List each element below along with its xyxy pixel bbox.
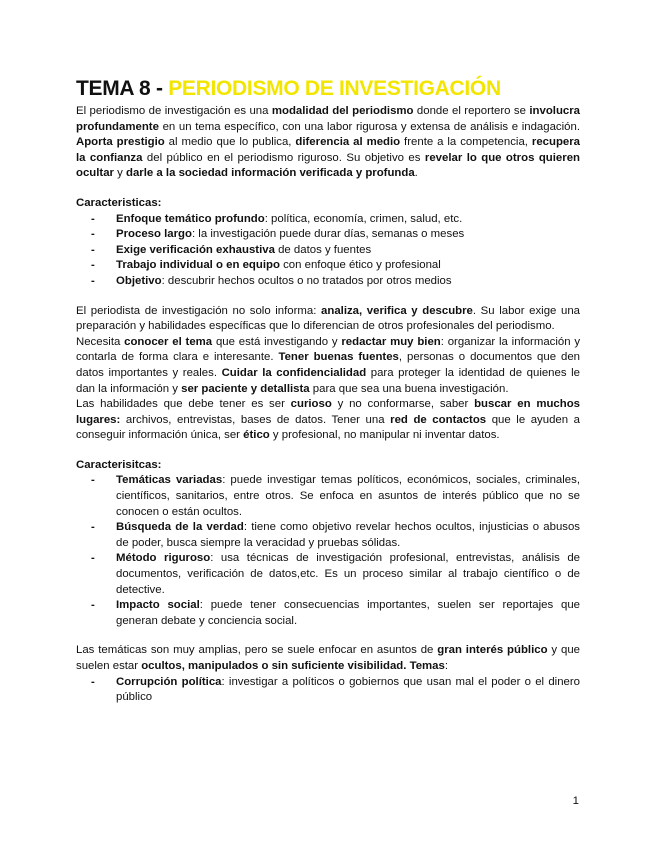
bold-text: Corrupción política [116,675,222,688]
bold-text: analiza, verifica y descubre [321,304,473,317]
list-item [76,473,580,520]
bold-text: Exige verificación exhaustiva [116,243,275,256]
text-run: : usa técnicas de investigación profesional, entrevistas, análisis de documentos, verificación de datos,etc. Es un proceso similar al trabajo científico o de detective. [116,552,580,596]
tematicas-paragraph [76,643,580,674]
temas-list [76,675,580,706]
bold-text: buscar en muchos lugares: [76,398,580,426]
text-run: que le ayuden a conseguir información única, ser [76,413,581,442]
bold-text: Búsqueda de la verdad [116,521,244,534]
periodista-paragraph [76,304,580,335]
bold-text: Impacto social [116,599,200,612]
text-run: Necesita [76,335,125,348]
section-heading-caracteristicas: Caracteristicas: [76,196,162,209]
text-run: en un tema específico, con una labor rigurosa y extensa de análisis e indagación. [158,120,580,133]
text-run: donde el reportero se [413,105,530,117]
bold-text: Objetivo [116,274,162,287]
text-run: : investigar a políticos o gobiernos que usan mal el poder o el dinero público [116,675,580,704]
text-run: El periodista de investigación no solo informa: [76,304,322,317]
text-run: para que sea una buena investigación. [309,382,509,395]
text-run: y no conformarse, saber [331,398,475,411]
bold-text: Trabajo individual o en equipo [116,259,280,272]
list-item [76,227,580,243]
list-item [76,212,580,228]
bold-text: gran interés público [437,644,548,657]
list-item [76,675,580,706]
list-item [76,274,580,290]
title-highlight: PERIODISMO DE INVESTIGACIÓN [168,77,501,100]
section-heading-caracterisitcas: Caracterisitcas: [76,458,162,471]
text-run: : puede tener consecuencias importantes, suelen ser reportajes que generan debate y conciencia social. [116,599,580,627]
text-run: : política, economía, crimen, salud, etc. [264,212,463,225]
text-run: que está investigando y [212,335,342,348]
text-run: : [444,660,448,672]
text-run: y profesional, no manipular ni inventar datos. [269,429,500,442]
bold-text: darle a la sociedad información verificada y profunda [126,167,415,180]
text-run: frente a la competencia, [400,136,532,149]
bold-text: Enfoque temático profundo [116,212,265,225]
bold-text: conocer el tema [124,335,213,348]
bold-text: ético [243,429,270,442]
text-run: archivos, entrevistas, bases de datos. Tener una [120,413,391,426]
caracteristicas-list [76,212,580,290]
page-number: 1 [572,795,579,807]
bold-text: Aporta prestigio [76,136,165,149]
text-run: para proteger la identidad de quienes le dan la información y [76,366,580,395]
bold-text: Método riguroso [116,552,211,565]
page-title [76,76,580,102]
text-run: y que suelen estar [76,644,581,672]
text-run: El periodismo de investigación es una [76,105,272,117]
bold-text: modalidad del periodismo [271,105,414,117]
bold-text: curioso [290,398,332,411]
bold-text: revelar lo que otros quieren ocultar [76,151,580,180]
text-run: con enfoque ético y profesional [279,259,441,272]
bold-text: ser paciente y detallista [181,382,310,395]
text-run: : descubrir hechos ocultos o no tratados por otros medios [161,274,452,287]
bold-text: recupera la confianza [76,136,581,164]
bold-text: Proceso largo [116,228,192,241]
necesita-paragraph [76,335,580,397]
text-run: del público en el periodismo riguroso. Su objetivo es [142,151,425,164]
text-run: : la investigación puede durar días, semanas o meses [191,228,465,241]
text-run: . Su labor exige una preparación y habilidades específicas que lo diferencian de otros profesionales del periodismo. [76,304,580,333]
bold-text: Temáticas variadas [116,474,223,487]
text-run: y [113,167,127,180]
caracterisitcas-list [76,473,580,629]
intro-paragraph [76,104,580,182]
bold-text: involucra profundamente [76,105,581,133]
text-run: Las habilidades que debe tener es ser [76,398,291,411]
list-item [76,598,580,629]
page-content [76,76,580,706]
bold-text: Tener buenas fuentes [278,351,399,364]
bold-text: redactar muy bien [341,335,441,348]
text-run: , personas o documentos que den datos importantes y reales. [76,351,580,379]
bold-text: ocultos, manipulados o sin suficiente visibilidad. Temas [141,660,445,672]
text-run: : puede investigar temas políticos, económicos, sociales, criminales, científicos, sanitarios, entre otros. Se enfoca en asuntos de interés público que no se conocen o están ocultos. [116,474,580,518]
text-run: . [414,167,418,180]
habilidades-paragraph [76,397,580,444]
text-run: Las temáticas son muy amplias, pero se suele enfocar en asuntos de [76,644,438,657]
list-item [76,551,580,598]
list-item [76,243,580,259]
bold-text: red de contactos [390,413,487,426]
text-run: : organizar la información y contarla de forma clara e interesante. [76,335,581,364]
title-prefix: TEMA 8 - [76,77,169,100]
list-item [76,258,580,274]
bold-text: diferencia al medio [295,136,401,149]
text-run: : tiene como objetivo revelar hechos ocultos, injusticias o abusos de poder, busca siempre la veracidad y pruebas sólidas. [116,521,581,549]
list-item [76,520,580,551]
text-run: al medio que lo publica, [164,136,296,149]
bold-text: Cuidar la confidencialidad [221,366,367,379]
text-run: de datos y fuentes [274,243,372,256]
